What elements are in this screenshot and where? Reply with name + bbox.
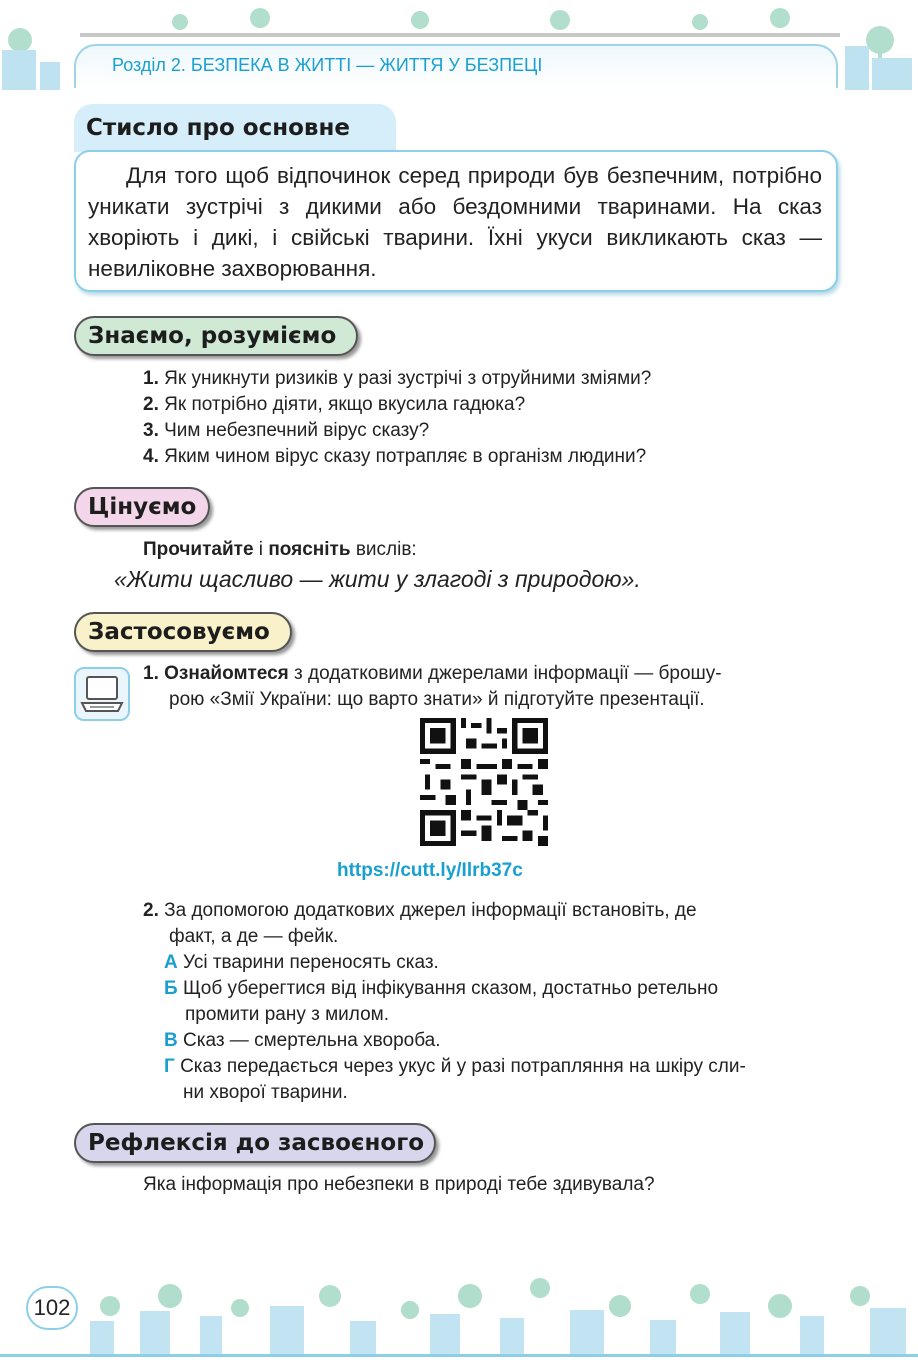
- chapter-title: [112, 55, 542, 76]
- chapter-prefix: Розділ 2.: [112, 55, 186, 75]
- option-g: Г Сказ передається через укус й у разі потрапляння на шкіру сли-: [164, 1056, 746, 1077]
- option-g-line-2: ни хворої тварини.: [183, 1082, 348, 1103]
- bottom-decoration: [0, 1266, 918, 1360]
- reflection-heading: Рефлексія до засвоєного: [74, 1123, 436, 1163]
- task-1-line-1: 1. Ознайомтеся з додатковими джерелами інформації — брошу-: [143, 663, 722, 684]
- value-heading: Цінуємо: [74, 487, 210, 527]
- summary-text: Для того щоб відпочинок серед природи був безпечним, потрібно уникати зустрічі з дикими або бездомними тваринами. На сказ хворіють і дикі, і свійські тварини. Їхні укуси викликають сказ — невиліковне захворювання.: [88, 163, 822, 281]
- chapter-name: БЕЗПЕКА В ЖИТТІ — ЖИТТЯ У БЕЗПЕЦІ: [190, 55, 543, 75]
- qr-code[interactable]: [420, 718, 548, 846]
- question-2: 2. Як потрібно діяти, якщо вкусила гадюка?: [143, 394, 526, 415]
- apply-heading: Застосовуємо: [74, 612, 292, 652]
- option-a: А Усі тварини переносять сказ.: [164, 952, 439, 973]
- task-2-line-1: 2. За допомогою додаткових джерел інформації встановіть, де: [143, 900, 697, 921]
- task-1-line-2: рою «Змії України: що варто знати» й підготуйте презентації.: [169, 689, 705, 710]
- option-b: Б Щоб уберегтися від інфікування сказом, достатньо ретельно: [164, 978, 719, 999]
- question-1: 1. Як уникнути ризиків у разі зустрічі з отруйними зміями?: [143, 368, 652, 389]
- summary-heading: Стисло про основне: [74, 104, 396, 152]
- summary-box: [74, 150, 838, 292]
- laptop-icon: [74, 667, 130, 721]
- question-4: 4. Яким чином вірус сказу потрапляє в організм людини?: [143, 446, 647, 467]
- question-3: 3. Чим небезпечний вірус сказу?: [143, 420, 430, 441]
- task-2-line-2: факт, а де — фейк.: [169, 926, 339, 947]
- option-b-line-2: промити рану з милом.: [185, 1004, 389, 1025]
- know-heading: Знаємо, розуміємо: [74, 316, 358, 356]
- reflection-question: Яка інформація про небезпеки в природі тебе здивувала?: [143, 1174, 655, 1195]
- page-number: 102: [26, 1286, 78, 1330]
- resource-link[interactable]: https://cutt.ly/Ilrb37c: [337, 860, 523, 881]
- option-v: В Сказ — смертельна хвороба.: [164, 1030, 441, 1051]
- value-instruction: Прочитайте і поясніть вислів:: [143, 539, 417, 560]
- value-quote: «Жити щасливо — жити у злагоді з природою».: [114, 566, 641, 592]
